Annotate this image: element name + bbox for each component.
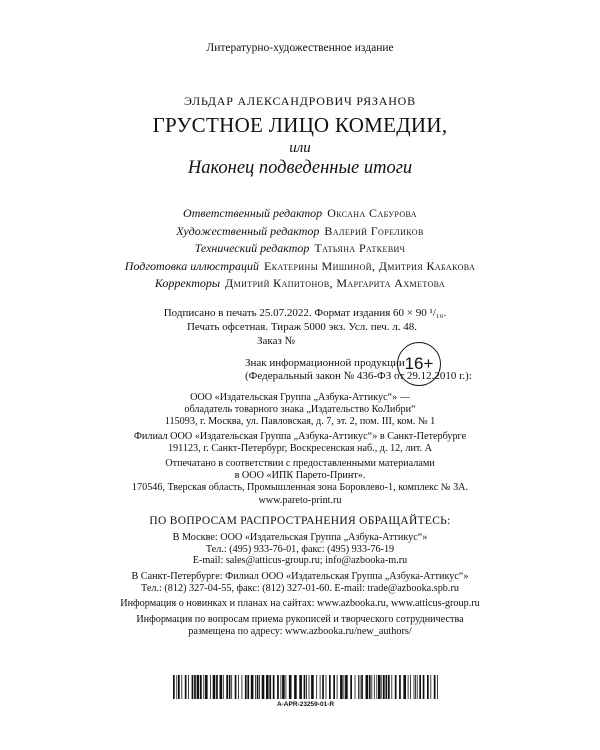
- barcode-bar: [386, 675, 388, 699]
- barcode-bar: [229, 675, 231, 699]
- barcode-bar: [415, 675, 416, 699]
- barcode-bar: [289, 675, 292, 699]
- barcode-bar: [181, 675, 182, 699]
- barcode-bar: [231, 675, 232, 699]
- credit-row: [0, 258, 600, 276]
- barcode-bar: [210, 675, 211, 699]
- branch-block: [0, 431, 600, 455]
- credit-row: [0, 205, 600, 223]
- barcode-bar: [403, 675, 406, 699]
- genre-label: Литературно-художественное издание: [206, 42, 394, 54]
- sign-label: Знак информационной продукции: [245, 357, 405, 369]
- manuscripts-info: [0, 614, 600, 637]
- barcode-bar: [417, 675, 418, 699]
- credit-row: [0, 240, 600, 258]
- distribution-heading: ПО ВОПРОСАМ РАСПРОСТРАНЕНИЯ ОБРАЩАЙТЕСЬ:: [149, 515, 451, 527]
- barcode-bar: [281, 675, 282, 699]
- credit-name: Татьяна Раткевич: [314, 241, 406, 255]
- barcode-bar: [430, 675, 431, 699]
- barcode-bar: [350, 675, 352, 699]
- barcode-bar: [223, 675, 224, 699]
- barcode-bar: [340, 675, 343, 699]
- moscow-email: E-mail: sales@atticus-group.ru; info@azbooka-m.ru: [192, 555, 408, 567]
- order-number: Заказ №: [257, 335, 296, 347]
- title-conjunction: или: [289, 140, 311, 156]
- barcode-bar: [242, 675, 243, 699]
- print-info-line: Подписано в печать 25.07.2022. Формат издания 60 × 90 ¹/₁₆.: [163, 307, 447, 319]
- barcode-bar: [408, 675, 409, 699]
- barcode-label: A-APR-23259-01-R: [276, 701, 335, 708]
- barcode-bar: [376, 675, 377, 699]
- credits-list: [0, 205, 600, 293]
- barcode-bar: [309, 675, 310, 699]
- printer-line: Отпечатано в соответствии с предоставленными материалами: [165, 458, 435, 469]
- barcode-bar: [360, 675, 361, 699]
- printer-website: www.pareto-print.ru: [258, 494, 342, 506]
- barcode-bar: [273, 675, 275, 699]
- barcode-bar: [374, 675, 375, 699]
- printer-block: [0, 458, 600, 507]
- barcode-bar: [257, 675, 259, 699]
- barcode-bar: [437, 675, 438, 699]
- publisher-line: ООО «Издательская Группа „Азбука-Аттикус“» —: [190, 392, 410, 403]
- publisher-address: 115093, г. Москва, ул. Павловская, д. 7, эт. 2, пом. III, ком. № 1: [164, 416, 436, 428]
- print-info: [0, 306, 600, 348]
- barcode-bar: [344, 675, 345, 699]
- barcode-bar: [269, 675, 271, 699]
- book-subtitle: Наконец подведенные итоги: [187, 158, 413, 178]
- barcode-bar: [277, 675, 279, 699]
- barcode-bar: [192, 675, 194, 699]
- barcode-bar: [226, 675, 228, 699]
- barcode-bar: [369, 675, 371, 699]
- barcode-bar: [361, 675, 363, 699]
- credit-name: Оксана Сабурова: [327, 206, 417, 220]
- barcode-bar: [247, 675, 249, 699]
- barcode: [173, 675, 438, 708]
- credit-name: Екатерины Мишиной, Дмитрия Кабакова: [264, 258, 476, 273]
- barcode-image: [173, 675, 438, 699]
- barcode-bar: [333, 675, 335, 699]
- barcode-bar: [259, 675, 260, 699]
- sign-law-reference: (Федеральный закон № 436-ФЗ от 29.12.2010 г.):: [245, 370, 472, 382]
- age-rating-badge: 16+: [397, 342, 441, 386]
- barcode-bar: [188, 675, 189, 699]
- branch-line: Филиал ООО «Издательская Группа „Азбука-Аттикус“» в Санкт-Петербурге: [133, 431, 467, 442]
- barcode-bar: [427, 675, 429, 699]
- barcode-bar: [311, 675, 314, 699]
- printer-line: в ООО «ИПК Парето-Принт».: [234, 470, 366, 482]
- printer-address: 170546, Тверская область, Промышленная зона Боровлево-1, комплекс № 3А.: [131, 482, 469, 494]
- author-name: ЭЛЬДАР АЛЕКСАНДРОВИЧ РЯЗАНОВ: [184, 94, 416, 108]
- credit-role: Художественный редактор: [176, 223, 320, 238]
- barcode-bar: [306, 675, 307, 699]
- branch-address: 191123, г. Санкт-Петербург, Воскресенская наб., д. 12, лит. А: [167, 443, 433, 455]
- barcode-bar: [423, 675, 425, 699]
- barcode-bar: [320, 675, 321, 699]
- barcode-bar: [245, 675, 247, 699]
- credit-name: Дмитрий Капитонов, Маргарита Ахметова: [225, 276, 446, 290]
- barcode-bar: [358, 675, 359, 699]
- barcode-bar: [216, 675, 218, 699]
- book-title: ГРУСТНОЕ ЛИЦО КОМЕДИИ,: [152, 113, 448, 137]
- barcode-bar: [337, 675, 338, 699]
- credit-role: Ответственный редактор: [183, 206, 323, 220]
- barcode-bar: [371, 675, 372, 699]
- barcode-bar: [326, 675, 327, 699]
- barcode-bar: [366, 675, 369, 699]
- barcode-bar: [286, 675, 287, 699]
- barcode-bar: [294, 675, 297, 699]
- manuscripts-address: размещена по адресу: www.azbooka.ru/new_authors/: [188, 625, 412, 637]
- barcode-bar: [322, 675, 324, 699]
- barcode-bar: [282, 675, 285, 699]
- spb-phone: Тел.: (812) 327-04-55, факс: (812) 327-01-60. E-mail: trade@azbooka.spb.ru: [141, 582, 459, 594]
- manuscripts-line: Информация по вопросам приема рукописей и творческого сотрудничества: [136, 614, 464, 625]
- barcode-bar: [399, 675, 401, 699]
- barcode-bar: [316, 675, 317, 699]
- barcode-bar: [213, 675, 216, 699]
- credit-name: Валерий Гореликов: [324, 223, 424, 238]
- barcode-bar: [235, 675, 237, 699]
- barcode-bar: [395, 675, 397, 699]
- barcode-bar: [185, 675, 187, 699]
- barcode-bar: [205, 675, 208, 699]
- barcode-bar: [197, 675, 200, 699]
- barcode-bar: [419, 675, 421, 699]
- spb-line: В Санкт-Петербурге: Филиал ООО «Издательская Группа „Азбука-Аттикус“»: [131, 571, 469, 582]
- publisher-line: обладатель товарного знака „Издательство КоЛибри“: [184, 404, 416, 416]
- barcode-bar: [255, 675, 256, 699]
- credit-role: Технический редактор: [194, 241, 310, 255]
- barcode-bar: [383, 675, 385, 699]
- barcode-bar: [434, 675, 436, 699]
- spb-contacts: [0, 571, 600, 594]
- barcode-bar: [391, 675, 392, 699]
- credit-row: [0, 223, 600, 241]
- barcode-bar: [266, 675, 269, 699]
- barcode-bar: [410, 675, 411, 699]
- publisher-block: [0, 392, 600, 429]
- barcode-bar: [178, 675, 180, 699]
- barcode-bar: [194, 675, 196, 699]
- moscow-phone: Тел.: (495) 933-76-01, факс: (495) 933-76-19: [205, 543, 395, 555]
- barcode-bar: [238, 675, 239, 699]
- moscow-contacts: [0, 532, 600, 567]
- barcode-bar: [251, 675, 254, 699]
- barcode-bar: [414, 675, 415, 699]
- barcode-bar: [355, 675, 356, 699]
- print-info-line: Печать офсетная. Тираж 5000 экз. Усл. печ. л. 48.: [186, 321, 418, 333]
- credit-role: Корректоры: [154, 276, 220, 290]
- barcode-bar: [345, 675, 348, 699]
- credit-row: [0, 275, 600, 293]
- barcode-bar: [329, 675, 331, 699]
- barcode-bar: [176, 675, 177, 699]
- credit-role: Подготовка иллюстраций: [124, 258, 259, 273]
- news-info: Информация о новинках и планах на сайтах: www.azbooka.ru, www.atticus-group.ru: [120, 598, 480, 609]
- barcode-bar: [173, 675, 175, 699]
- barcode-bar: [203, 675, 204, 699]
- barcode-bar: [299, 675, 302, 699]
- barcode-bar: [262, 675, 265, 699]
- barcode-bar: [200, 675, 202, 699]
- barcode-bar: [220, 675, 223, 699]
- barcode-bar: [381, 675, 382, 699]
- moscow-line: В Москве: ООО «Издательская Группа „Азбука-Аттикус“»: [172, 532, 428, 543]
- barcode-bar: [304, 675, 306, 699]
- barcode-bar: [378, 675, 381, 699]
- barcode-bar: [388, 675, 390, 699]
